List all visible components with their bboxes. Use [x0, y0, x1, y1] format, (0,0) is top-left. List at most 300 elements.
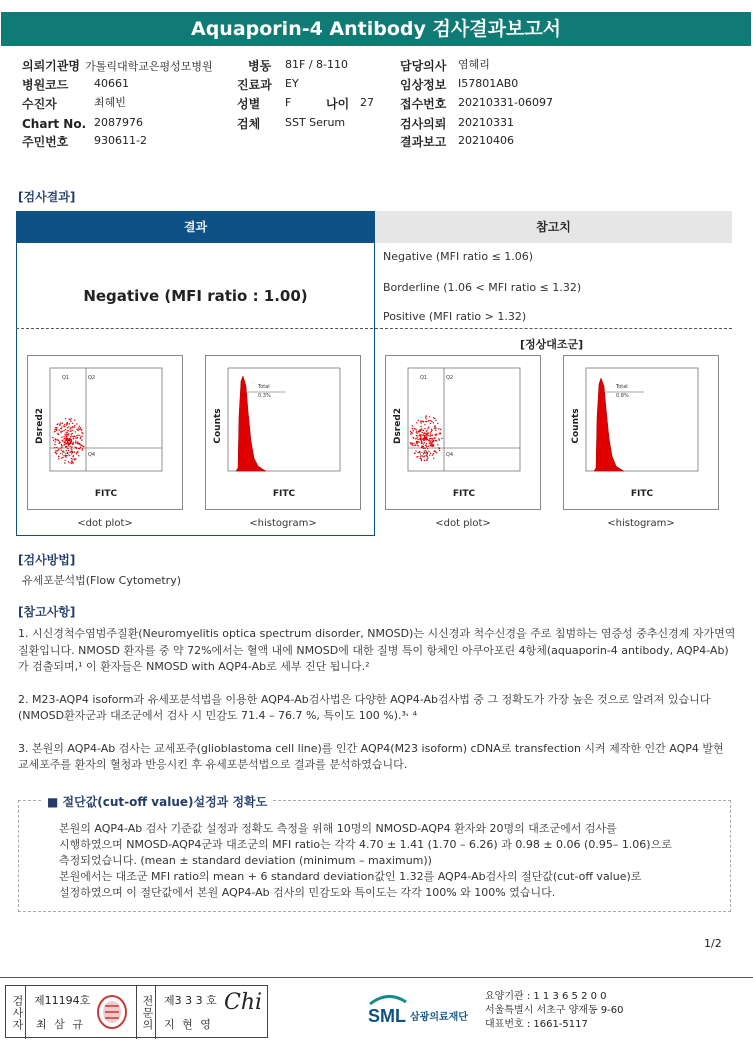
event-dot: [63, 425, 64, 426]
event-dot: [57, 424, 58, 425]
institution-phone: 대표번호 : 1661-5117: [485, 1019, 588, 1030]
event-dot: [433, 417, 434, 418]
cutoff-body: [59, 821, 719, 901]
event-dot: [73, 438, 74, 439]
event-dot: [66, 436, 67, 437]
event-dot: [78, 448, 79, 449]
event-dot: [68, 430, 69, 431]
event-dot: [71, 439, 72, 440]
event-dot: [67, 432, 68, 433]
event-dot: [422, 421, 423, 422]
event-dot: [70, 436, 71, 437]
event-dot: [426, 433, 427, 434]
quadrant-label: Q3: [420, 452, 428, 458]
control-histogram-caption: <histogram>: [607, 518, 675, 529]
event-dot: [71, 449, 72, 450]
event-dot: [73, 442, 74, 443]
dot-ylabel: Dsred2: [35, 407, 45, 445]
event-dot: [434, 450, 435, 451]
event-dot: [424, 442, 425, 443]
footer-divider: [0, 977, 753, 978]
quadrant-label: Q3: [62, 452, 70, 458]
event-dot: [81, 430, 82, 431]
event-dot: [72, 430, 73, 431]
event-dot: [71, 443, 72, 444]
event-dot: [71, 446, 72, 447]
event-dot: [433, 445, 434, 446]
event-dot: [61, 450, 62, 451]
institution-logo: [366, 992, 481, 1032]
event-dot: [80, 447, 81, 448]
event-dot: [425, 416, 426, 417]
event-dot: [70, 443, 71, 444]
result-header: 결과: [16, 211, 375, 243]
event-dot: [416, 441, 417, 442]
event-dot: [70, 427, 71, 428]
confirmer-label: 전문의: [136, 986, 156, 1039]
event-dot: [423, 430, 424, 431]
histogram-total-label: Total: [258, 384, 270, 390]
histogram-total-value: 0.8%: [616, 393, 629, 399]
event-dot: [423, 446, 424, 447]
event-dot: [410, 431, 411, 432]
event-dot: [427, 457, 428, 458]
event-dot: [440, 433, 441, 434]
event-dot: [76, 448, 77, 449]
result-section-label: [검사결과]: [18, 190, 76, 204]
event-dot: [431, 421, 432, 422]
event-dot: [71, 418, 72, 419]
event-dot: [426, 443, 427, 444]
event-dot: [422, 432, 423, 433]
dot-ylabel: Dsred2: [393, 407, 403, 445]
event-dot: [428, 426, 429, 427]
event-dot: [423, 443, 424, 444]
event-dot: [416, 431, 417, 432]
event-dot: [415, 450, 416, 451]
event-dot: [67, 435, 68, 436]
event-dot: [52, 437, 53, 438]
dot-xlabel: FITC: [94, 489, 118, 499]
event-dot: [429, 438, 430, 439]
event-dot: [423, 448, 424, 449]
event-dot: [71, 440, 72, 441]
event-dot: [416, 422, 417, 423]
patient-dot-caption: <dot plot>: [77, 518, 133, 529]
event-dot: [434, 437, 435, 438]
event-dot: [65, 418, 66, 419]
event-dot: [80, 427, 81, 428]
event-dot: [411, 432, 412, 433]
checker-name: 최 삼 규: [36, 1018, 85, 1031]
cutoff-line: 본원의 AQP4-Ab 검사 기준값 설정과 정확도 측정을 위해 10명의 NMOSD-AQP4 환자와 20명의 대조군에서 검사를: [59, 822, 617, 835]
event-dot: [81, 436, 82, 437]
event-dot: [430, 440, 431, 441]
event-dot: [72, 456, 73, 457]
reference-header: 참고치: [375, 211, 732, 243]
event-dot: [418, 431, 419, 432]
event-dot: [435, 430, 436, 431]
event-dot: [428, 420, 429, 421]
cutoff-line: 설정하였으며 이 절단값에서 본원 AQP4-Ab 검사의 민감도와 특이도는 각각 100% 와 100% 였습니다.: [59, 886, 556, 899]
event-dot: [67, 441, 68, 442]
event-dot: [75, 431, 76, 432]
event-dot: [435, 434, 436, 435]
quadrant-label: Q1: [62, 375, 70, 381]
event-dot: [426, 431, 427, 432]
patient-row-doctor: 담당의사 염혜리: [400, 58, 490, 73]
event-dot: [70, 421, 71, 422]
event-dot: [64, 462, 65, 463]
event-dot: [420, 429, 421, 430]
histogram-ylabel: Counts: [571, 408, 581, 444]
event-dot: [71, 430, 72, 431]
event-dot: [66, 446, 67, 447]
event-dot: [416, 442, 417, 443]
patient-dot-plot: [27, 355, 183, 510]
result-divider: [16, 328, 732, 329]
event-dot: [433, 422, 434, 423]
note-2: 2. M23-AQP4 isoform과 유세포분석법을 이용한 AQP4-Ab검사법은 다양한 AQP4-Ab검사법 중 그 정확도가 가장 높은 것으로 알려져 있습니다(NMOSD환자군과 대조군에서 검사 시 민감도 71.4 – 76.7 %, 특이도 100 %).³˒ ⁴: [18, 692, 711, 722]
event-dot: [71, 461, 72, 462]
control-dot-caption: <dot plot>: [435, 518, 491, 529]
quadrant-label: Q2: [88, 375, 96, 381]
event-dot: [78, 430, 79, 431]
histogram-xlabel: FITC: [630, 489, 654, 499]
event-dot: [434, 426, 435, 427]
event-dot: [412, 445, 413, 446]
institution-code: 요양기관 : 1 1 3 6 5 2 0 0: [485, 991, 607, 1002]
event-dot: [67, 440, 68, 441]
event-dot: [68, 445, 69, 446]
event-dot: [62, 431, 63, 432]
event-dot: [76, 435, 77, 436]
event-dot: [430, 444, 431, 445]
cutoff-title: ■ 절단값(cut-off value)설정과 정확도: [41, 793, 273, 810]
event-dot: [82, 448, 83, 449]
event-dot: [63, 430, 64, 431]
event-dot: [436, 434, 437, 435]
event-dot: [78, 455, 79, 456]
event-dot: [69, 446, 70, 447]
event-dot: [420, 436, 421, 437]
event-dot: [428, 440, 429, 441]
event-dot: [79, 443, 80, 444]
event-dot: [61, 444, 62, 445]
event-dot: [68, 461, 69, 462]
event-dot: [58, 456, 59, 457]
histogram-total-value: 0.3%: [258, 393, 271, 399]
event-dot: [71, 458, 72, 459]
event-dot: [55, 441, 56, 442]
event-dot: [74, 419, 75, 420]
patient-row-department: 진료과 EY: [237, 77, 299, 92]
confirmer-signature: Chi: [224, 990, 263, 1015]
event-dot: [66, 450, 67, 451]
event-dot: [418, 445, 419, 446]
event-dot: [65, 437, 66, 438]
dot-xlabel: FITC: [452, 489, 476, 499]
event-dot: [57, 439, 58, 440]
event-dot: [64, 460, 65, 461]
control-histogram: [563, 355, 719, 510]
note-3: 3. 본원의 AQP4-Ab 검사는 교세포주(glioblastoma cell line)를 인간 AQP4(M23 isoform) cDNA로 transfection 시켜 제작한 인간 AQP4 발현 교세포주를 환자의 혈청과 반응시킨 후 유세포분석법으로 결과를 분석하였습니다.: [18, 741, 724, 771]
event-dot: [69, 429, 70, 430]
event-dot: [418, 420, 419, 421]
event-dot: [437, 423, 438, 424]
event-dot: [61, 446, 62, 447]
event-dot: [63, 436, 64, 437]
event-dot: [435, 420, 436, 421]
event-dot: [74, 436, 75, 437]
event-dot: [425, 445, 426, 446]
checker-label: 검사자: [6, 986, 26, 1039]
event-dot: [439, 450, 440, 451]
event-dot: [68, 433, 69, 434]
event-dot: [438, 447, 439, 448]
event-dot: [429, 455, 430, 456]
event-dot: [427, 448, 428, 449]
event-dot: [79, 435, 80, 436]
event-dot: [435, 440, 436, 441]
event-dot: [416, 456, 417, 457]
event-dot: [61, 428, 62, 429]
event-dot: [421, 434, 422, 435]
event-dot: [74, 426, 75, 427]
event-dot: [80, 438, 81, 439]
patient-row-sex: 성별 F: [237, 96, 292, 111]
method-section-label: [검사방법]: [18, 553, 76, 567]
event-dot: [54, 444, 55, 445]
event-dot: [77, 442, 78, 443]
note-1: 1. 시신경척수염범주질환(Neuromyelitis optica spectrum disorder, NMOSD)는 시신경과 척수신경을 주로 침범하는 염증성 중추신경계 자가면역 질환입니다. NMOSD 환자를 중 약 72%에서는 혈액 내에 NMOSD에 대한 질병 특이 항체인 아쿠아포린 4항체(aquaporin-4 antibody, AQP4-Ab)가 검출되며,¹ 이 환자들은 NMOSD with AQP4-Ab로 세부 진단 됩니다.²: [18, 627, 736, 673]
event-dot: [64, 426, 65, 427]
event-dot: [424, 436, 425, 437]
event-dot: [61, 445, 62, 446]
event-dot: [82, 433, 83, 434]
event-dot: [430, 432, 431, 433]
event-dot: [416, 432, 417, 433]
event-dot: [423, 438, 424, 439]
event-dot: [64, 440, 65, 441]
event-dot: [414, 428, 415, 429]
event-dot: [71, 433, 72, 434]
event-dot: [76, 429, 77, 430]
institution-info: [485, 990, 624, 1032]
event-dot: [421, 460, 422, 461]
event-dot: [422, 439, 423, 440]
event-dot: [424, 428, 425, 429]
event-dot: [420, 426, 421, 427]
event-dot: [431, 431, 432, 432]
event-dot: [54, 429, 55, 430]
event-dot: [438, 428, 439, 429]
event-dot: [56, 453, 57, 454]
event-dot: [426, 460, 427, 461]
event-dot: [430, 420, 431, 421]
quadrant-label: Q4: [446, 452, 454, 458]
checker-license-no: 제11194호: [34, 994, 91, 1007]
event-dot: [426, 446, 427, 447]
event-dot: [429, 443, 430, 444]
event-dot: [416, 435, 417, 436]
event-dot: [65, 432, 66, 433]
quadrant-label: Q1: [420, 375, 428, 381]
event-dot: [70, 419, 71, 420]
event-dot: [74, 425, 75, 426]
event-dot: [415, 429, 416, 430]
event-dot: [433, 458, 434, 459]
patient-histogram-caption: <histogram>: [249, 518, 317, 529]
confirmer-name: 지 현 영: [164, 1018, 213, 1031]
histogram-xlabel: FITC: [272, 489, 296, 499]
event-dot: [67, 448, 68, 449]
event-dot: [81, 439, 82, 440]
event-dot: [417, 437, 418, 438]
event-dot: [70, 431, 71, 432]
event-dot: [64, 424, 65, 425]
patient-histogram: [205, 355, 361, 510]
patient-row-request-date: 검사의뢰 20210331: [400, 116, 514, 131]
event-dot: [56, 447, 57, 448]
event-dot: [412, 425, 413, 426]
event-dot: [79, 429, 80, 430]
event-dot: [434, 418, 435, 419]
event-dot: [83, 446, 84, 447]
event-dot: [427, 439, 428, 440]
reference-positive: Positive (MFI ratio > 1.32): [383, 310, 527, 323]
event-dot: [58, 449, 59, 450]
event-dot: [68, 450, 69, 451]
event-dot: [432, 441, 433, 442]
event-dot: [71, 463, 72, 464]
event-dot: [74, 458, 75, 459]
institution-address: 서울특별시 서초구 양재동 9-60: [485, 1005, 624, 1016]
quadrant-label: Q2: [446, 375, 454, 381]
page-number: 1/2: [704, 937, 722, 950]
quadrant-label: Q4: [88, 452, 96, 458]
event-dot: [424, 440, 425, 441]
event-dot: [53, 440, 54, 441]
event-dot: [67, 427, 68, 428]
signature-box: [5, 985, 268, 1038]
event-dot: [421, 447, 422, 448]
event-dot: [439, 439, 440, 440]
event-dot: [427, 434, 428, 435]
event-dot: [63, 438, 64, 439]
event-dot: [69, 452, 70, 453]
event-dot: [425, 437, 426, 438]
patient-row-age: 나이 27: [326, 96, 374, 111]
event-dot: [441, 438, 442, 439]
event-dot: [61, 436, 62, 437]
event-dot: [68, 439, 69, 440]
event-dot: [430, 423, 431, 424]
result-value: Negative (MFI ratio : 1.00): [83, 287, 308, 305]
event-dot: [418, 441, 419, 442]
checker-seal-icon: [94, 992, 130, 1032]
reference-negative: Negative (MFI ratio ≤ 1.06): [383, 250, 534, 263]
logo-text: SML: [368, 1006, 406, 1026]
event-dot: [54, 447, 55, 448]
event-dot: [427, 428, 428, 429]
event-dot: [60, 431, 61, 432]
event-dot: [421, 442, 422, 443]
event-dot: [72, 423, 73, 424]
event-dot: [62, 423, 63, 424]
event-dot: [68, 443, 69, 444]
event-dot: [64, 444, 65, 445]
event-dot: [55, 438, 56, 439]
event-dot: [420, 439, 421, 440]
event-dot: [69, 438, 70, 439]
event-dot: [81, 432, 82, 433]
cutoff-box: [18, 795, 731, 912]
patient-row-report-date: 결과보고 20210406: [400, 134, 514, 149]
event-dot: [71, 447, 72, 448]
event-dot: [436, 452, 437, 453]
event-dot: [74, 451, 75, 452]
event-dot: [60, 432, 61, 433]
method-text: 유세포분석법(Flow Cytometry): [22, 574, 182, 587]
confirmer-license-no: 제3 3 3 호: [164, 994, 217, 1007]
event-dot: [433, 428, 434, 429]
event-dot: [428, 451, 429, 452]
event-dot: [79, 426, 80, 427]
event-dot: [412, 444, 413, 445]
event-dot: [57, 433, 58, 434]
event-dot: [75, 442, 76, 443]
event-dot: [78, 435, 79, 436]
patient-row-institution: 의뢰기관명 가톨릭대학교은평성모병원: [22, 59, 213, 73]
patient-row-name: 수진자 최혜빈: [22, 96, 126, 111]
event-dot: [426, 459, 427, 460]
event-dot: [61, 427, 62, 428]
event-dot: [73, 462, 74, 463]
event-dot: [429, 436, 430, 437]
event-dot: [67, 423, 68, 424]
event-dot: [72, 459, 73, 460]
event-dot: [410, 442, 411, 443]
event-dot: [58, 458, 59, 459]
event-dot: [429, 416, 430, 417]
patient-row-specimen: 검체 SST Serum: [237, 116, 346, 131]
event-dot: [60, 448, 61, 449]
event-dot: [432, 454, 433, 455]
event-dot: [70, 442, 71, 443]
event-dot: [75, 440, 76, 441]
patient-row-resident-no: 주민번호 930611-2: [22, 134, 147, 149]
event-dot: [76, 423, 77, 424]
report-title: Aquaporin-4 Antibody 검사결과보고서: [1, 12, 751, 46]
event-dot: [428, 446, 429, 447]
patient-row-chart-no: Chart No. 2087976: [22, 116, 143, 131]
event-dot: [412, 428, 413, 429]
event-dot: [430, 453, 431, 454]
event-dot: [430, 434, 431, 435]
event-dot: [410, 433, 411, 434]
event-dot: [420, 421, 421, 422]
normal-control-label: [정상대조군]: [520, 338, 584, 351]
event-dot: [59, 429, 60, 430]
patient-row-hospital-code: 병원코드 40661: [22, 77, 129, 92]
event-dot: [69, 423, 70, 424]
reference-borderline: Borderline (1.06 < MFI ratio ≤ 1.32): [383, 281, 582, 294]
histogram-ylabel: Counts: [213, 408, 223, 444]
event-dot: [427, 432, 428, 433]
event-dot: [413, 443, 414, 444]
event-dot: [81, 445, 82, 446]
